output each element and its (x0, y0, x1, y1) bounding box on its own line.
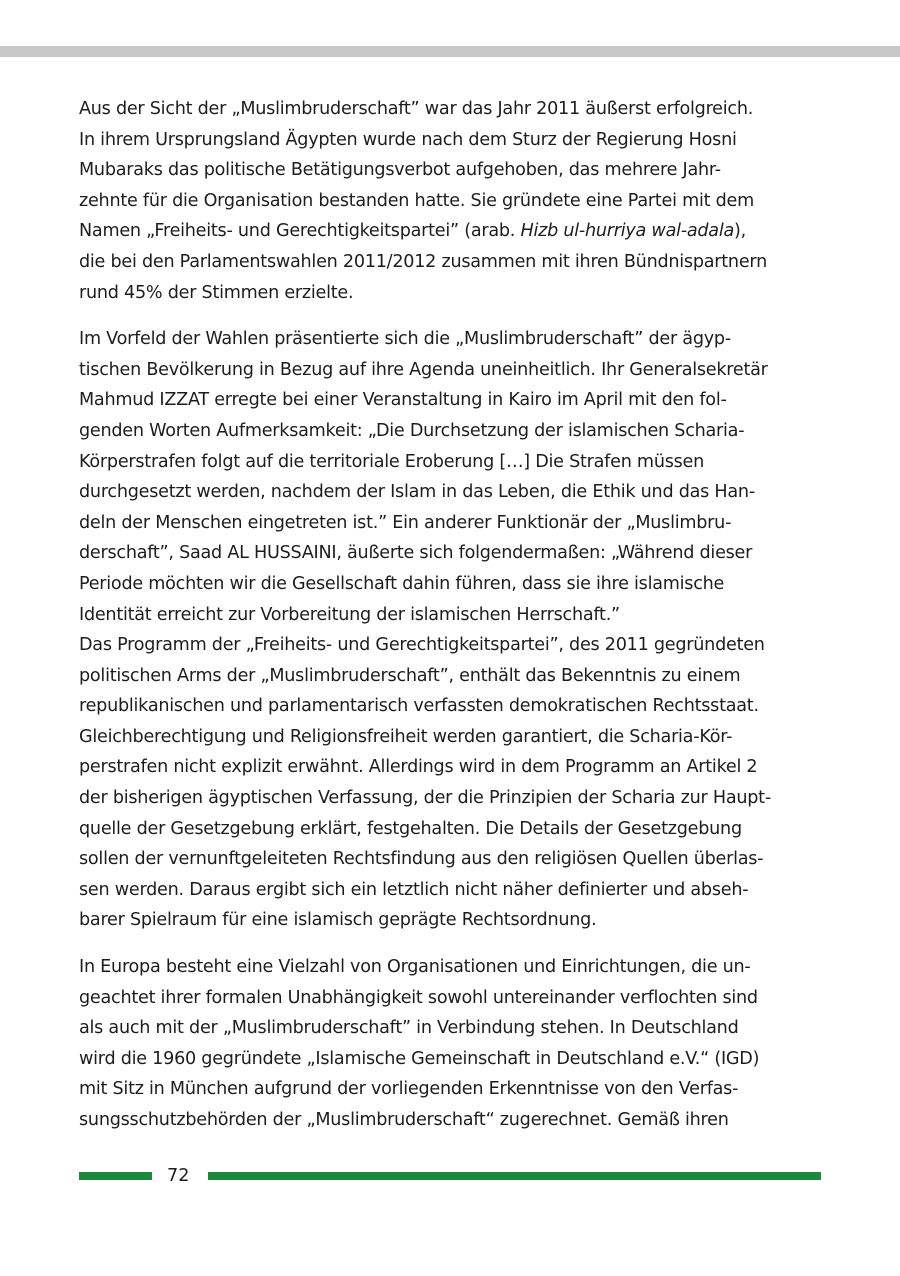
text-line: genden Worten Aufmerksamkeit: „Die Durchsetzung der islamischen Scharia- (79, 420, 745, 441)
text-line: In ihrem Ursprungsland Ägypten wurde nach dem Sturz der Regierung Hosni (79, 129, 737, 150)
text-line: sollen der vernunftgeleiteten Rechtsfindung aus den religiösen Quellen überlas- (79, 849, 764, 870)
text-line: geachtet ihrer formalen Unabhängigkeit sowohl untereinander verflochten sind (79, 987, 758, 1008)
text-line-with-italic (79, 216, 824, 247)
text-line: barer Spielraum für eine islamisch geprägte Rechtsordnung. (79, 910, 597, 931)
text-segment: ), (734, 221, 746, 242)
text-line: deln der Menschen eingetreten ist.” Ein anderer Funktionär der „Muslimbru- (79, 512, 732, 533)
footer-bar-left (79, 1172, 152, 1180)
paragraph-1 (79, 94, 824, 308)
text-line: Aus der Sicht der „Muslimbruderschaft” war das Jahr 2011 äußerst erfolgreich. (79, 99, 754, 119)
text-line: Mubaraks das politische Betätigungsverbot aufgehoben, das mehrere Jahr- (79, 160, 721, 181)
body-text (79, 94, 824, 1136)
text-line: sen werden. Daraus ergibt sich ein letztlich nicht näher definierter und abseh- (79, 879, 749, 900)
page-footer (79, 1163, 821, 1189)
page-number: 72 (167, 1166, 190, 1186)
paragraph-2 (79, 324, 824, 936)
text-line: Periode möchten wir die Gesellschaft dahin führen, dass sie ihre islamische (79, 573, 725, 594)
text-line: sungsschutzbehörden der „Muslimbruderschaft“ zugerechnet. Gemäß ihren (79, 1110, 729, 1130)
footer-bar-right (208, 1172, 821, 1180)
header-rule (0, 46, 900, 57)
text-segment: Namen „Freiheits- und Gerechtigkeitspartei” (arab. (79, 221, 521, 242)
text-line: der bisherigen ägyptischen Verfassung, der die Prinzipien der Scharia zur Haupt- (79, 788, 771, 809)
italic-term: Hizb ul-hurriya wal-adala (520, 221, 734, 242)
text-line: politischen Arms der „Muslimbruderschaft”, enthält das Bekenntnis zu einem (79, 665, 741, 686)
text-line: Das Programm der „Freiheits- und Gerechtigkeitspartei”, des 2011 gegründeten (79, 635, 765, 656)
text-line: zehnte für die Organisation bestanden hatte. Sie gründete eine Partei mit dem (79, 190, 754, 211)
text-line: In Europa besteht eine Vielzahl von Organisationen und Einrichtungen, die un- (79, 957, 751, 978)
text-line: Gleichberechtigung und Religionsfreiheit werden garantiert, die Scharia-Kör- (79, 726, 733, 747)
text-line: Körperstrafen folgt auf die territoriale Eroberung […] Die Strafen müssen (79, 451, 705, 472)
text-line: die bei den Parlamentswahlen 2011/2012 zusammen mit ihren Bündnispartnern (79, 251, 767, 272)
text-line: derschaft”, Saad AL HUSSAINI, äußerte sich folgendermaßen: „Während dieser (79, 543, 753, 564)
text-line: Im Vorfeld der Wahlen präsentierte sich die „Muslimbruderschaft” der ägyp- (79, 329, 731, 350)
text-line: Identität erreicht zur Vorbereitung der islamischen Herrschaft.” (79, 604, 620, 625)
text-line: wird die 1960 gegründete „Islamische Gemeinschaft in Deutschland e.V.“ (IGD) (79, 1048, 760, 1069)
text-line: perstrafen nicht explizit erwähnt. Allerdings wird in dem Programm an Artikel 2 (79, 757, 758, 778)
text-line: mit Sitz in München aufgrund der vorliegenden Erkenntnisse von den Verfas- (79, 1079, 739, 1100)
text-line: tischen Bevölkerung in Bezug auf ihre Agenda uneinheitlich. Ihr Generalsekretär (79, 359, 768, 380)
paragraph-3 (79, 952, 824, 1136)
text-line: als auch mit der „Muslimbruderschaft” in Verbindung stehen. In Deutschland (79, 1018, 739, 1039)
text-line: Mahmud IZZAT erregte bei einer Veranstaltung in Kairo im April mit den fol- (79, 390, 727, 411)
text-line: rund 45% der Stimmen erzielte. (79, 282, 354, 303)
text-line: durchgesetzt werden, nachdem der Islam in das Leben, die Ethik und das Han- (79, 482, 755, 503)
text-line: quelle der Gesetzgebung erklärt, festgehalten. Die Details der Gesetzgebung (79, 818, 742, 839)
text-line: republikanischen und parlamentarisch verfassten demokratischen Rechtsstaat. (79, 696, 759, 717)
